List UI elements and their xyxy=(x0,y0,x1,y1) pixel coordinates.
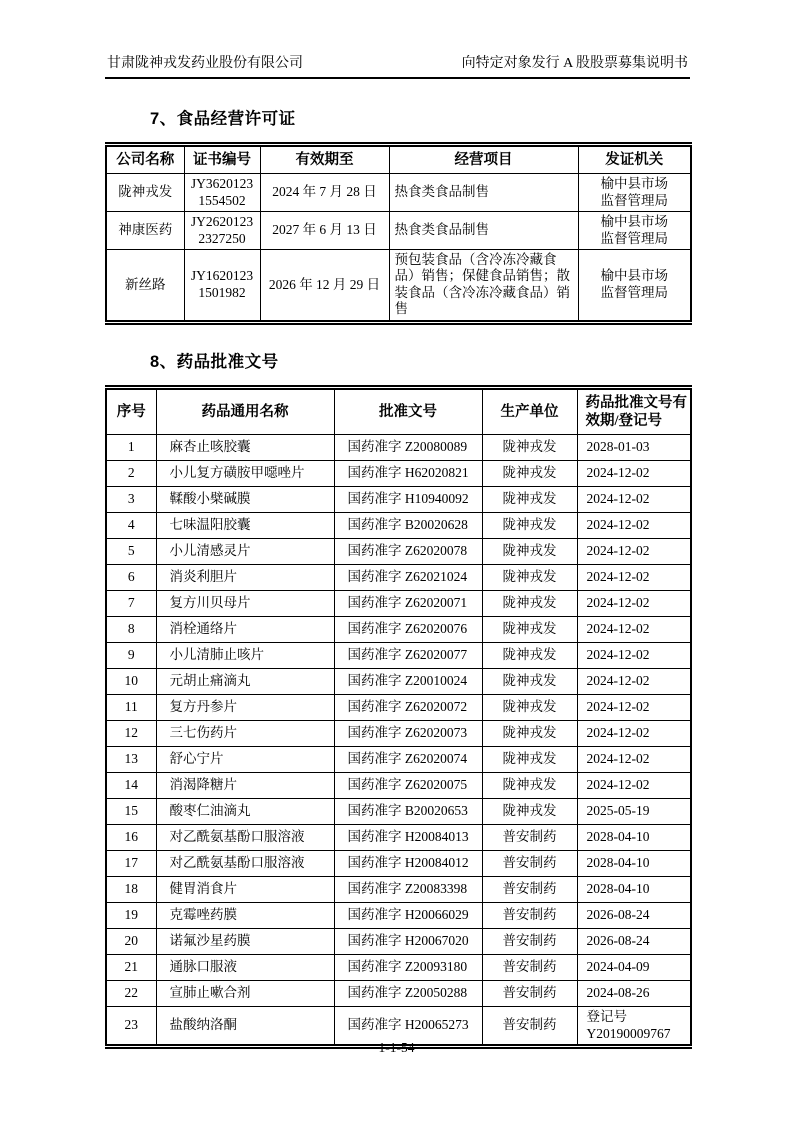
table-row xyxy=(106,747,691,773)
cell-name: 克霉唑药膜 xyxy=(156,903,334,929)
cell-expiry: 2024-12-02 xyxy=(577,565,691,591)
cell-expiry: 2028-04-10 xyxy=(577,851,691,877)
cell-no: 10 xyxy=(106,669,156,695)
cell-no: 2 xyxy=(106,461,156,487)
cell-name: 宣肺止嗽合剂 xyxy=(156,981,334,1007)
cell-name: 小儿清肺止咳片 xyxy=(156,643,334,669)
cell-approval: 国药准字 Z62020078 xyxy=(334,539,482,565)
cell-approval: 国药准字 Z62020072 xyxy=(334,695,482,721)
cell-company: 神康医药 xyxy=(106,212,184,250)
cell-approval: 国药准字 Z62021024 xyxy=(334,565,482,591)
header-row xyxy=(106,145,691,174)
table-row xyxy=(106,825,691,851)
cell-cert_no: JY16201231501982 xyxy=(184,250,260,323)
table-row xyxy=(106,799,691,825)
table-row xyxy=(106,565,691,591)
col-header-company: 公司名称 xyxy=(106,145,184,174)
cell-valid_until: 2026 年 12 月 29 日 xyxy=(260,250,389,323)
cell-producer: 普安制药 xyxy=(482,877,577,903)
cell-approval: 国药准字 H20065273 xyxy=(334,1007,482,1047)
page-content xyxy=(105,0,690,1049)
cell-name: 小儿复方磺胺甲噁唑片 xyxy=(156,461,334,487)
cell-no: 12 xyxy=(106,721,156,747)
drug-approval-table-body xyxy=(106,435,691,1047)
cell-approval: 国药准字 H20084012 xyxy=(334,851,482,877)
cell-valid_until: 2024 年 7 月 28 日 xyxy=(260,174,389,212)
cell-name: 对乙酰氨基酚口服溶液 xyxy=(156,825,334,851)
cell-no: 4 xyxy=(106,513,156,539)
table-row xyxy=(106,929,691,955)
cell-expiry: 2028-04-10 xyxy=(577,825,691,851)
table-row xyxy=(106,250,691,323)
cell-approval: 国药准字 B20020653 xyxy=(334,799,482,825)
cell-producer: 陇神戎发 xyxy=(482,695,577,721)
header-row xyxy=(106,387,691,434)
cell-no: 20 xyxy=(106,929,156,955)
cell-expiry: 2024-12-02 xyxy=(577,669,691,695)
cell-approval: 国药准字 Z20093180 xyxy=(334,955,482,981)
cell-name: 消栓通络片 xyxy=(156,617,334,643)
food-license-table xyxy=(105,142,692,325)
cell-producer: 陇神戎发 xyxy=(482,487,577,513)
cell-producer: 普安制药 xyxy=(482,903,577,929)
cell-approval: 国药准字 Z62020073 xyxy=(334,721,482,747)
cell-cert_no: JY36201231554502 xyxy=(184,174,260,212)
cell-producer: 陇神戎发 xyxy=(482,721,577,747)
cell-no: 8 xyxy=(106,617,156,643)
col-header-producer: 生产单位 xyxy=(482,387,577,434)
cell-producer: 普安制药 xyxy=(482,929,577,955)
cell-producer: 普安制药 xyxy=(482,981,577,1007)
cell-producer: 陇神戎发 xyxy=(482,513,577,539)
cell-company: 新丝路 xyxy=(106,250,184,323)
cell-no: 19 xyxy=(106,903,156,929)
cell-no: 15 xyxy=(106,799,156,825)
cell-name: 舒心宁片 xyxy=(156,747,334,773)
col-header-expiry: 药品批准文号有效期/登记号 xyxy=(577,387,691,434)
table-row xyxy=(106,461,691,487)
col-header-cert-no: 证书编号 xyxy=(184,145,260,174)
cell-expiry: 2024-12-02 xyxy=(577,539,691,565)
cell-name: 消炎利胆片 xyxy=(156,565,334,591)
cell-approval: 国药准字 Z62020074 xyxy=(334,747,482,773)
table-row xyxy=(106,617,691,643)
cell-expiry: 2024-04-09 xyxy=(577,955,691,981)
table-row xyxy=(106,591,691,617)
cell-issuer: 榆中县市场监督管理局 xyxy=(578,250,691,323)
cell-no: 13 xyxy=(106,747,156,773)
cell-approval: 国药准字 Z20050288 xyxy=(334,981,482,1007)
cell-producer: 陇神戎发 xyxy=(482,617,577,643)
cell-no: 5 xyxy=(106,539,156,565)
col-header-drug-name: 药品通用名称 xyxy=(156,387,334,434)
cell-name: 七味温阳胶囊 xyxy=(156,513,334,539)
table-row xyxy=(106,695,691,721)
col-header-approval-no: 批准文号 xyxy=(334,387,482,434)
table-row xyxy=(106,487,691,513)
cell-approval: 国药准字 H10940092 xyxy=(334,487,482,513)
cell-name: 复方川贝母片 xyxy=(156,591,334,617)
cell-expiry: 2024-12-02 xyxy=(577,461,691,487)
cell-expiry: 2024-12-02 xyxy=(577,591,691,617)
cell-name: 健胃消食片 xyxy=(156,877,334,903)
cell-expiry: 2024-12-02 xyxy=(577,695,691,721)
table-row xyxy=(106,903,691,929)
section-7-heading: 7、食品经营许可证 xyxy=(150,110,296,128)
cell-producer: 普安制药 xyxy=(482,851,577,877)
cell-expiry: 2025-05-19 xyxy=(577,799,691,825)
cell-approval: 国药准字 Z20080089 xyxy=(334,435,482,461)
cell-expiry: 2024-12-02 xyxy=(577,487,691,513)
cell-no: 21 xyxy=(106,955,156,981)
cell-scope: 热食类食品制售 xyxy=(389,174,578,212)
cell-name: 消渴降糖片 xyxy=(156,773,334,799)
table-row xyxy=(106,643,691,669)
col-header-no: 序号 xyxy=(106,387,156,434)
cell-expiry: 2024-12-02 xyxy=(577,513,691,539)
cell-approval: 国药准字 H62020821 xyxy=(334,461,482,487)
cell-producer: 陇神戎发 xyxy=(482,461,577,487)
cell-producer: 陇神戎发 xyxy=(482,435,577,461)
cell-no: 9 xyxy=(106,643,156,669)
table-row xyxy=(106,721,691,747)
cell-no: 23 xyxy=(106,1007,156,1047)
cell-valid_until: 2027 年 6 月 13 日 xyxy=(260,212,389,250)
table-row xyxy=(106,981,691,1007)
table-row xyxy=(106,877,691,903)
cell-scope: 预包装食品（含冷冻冷藏食品）销售；保健食品销售；散装食品（含冷冻冷藏食品）销售 xyxy=(389,250,578,323)
cell-no: 1 xyxy=(106,435,156,461)
cell-name: 小儿清感灵片 xyxy=(156,539,334,565)
cell-expiry: 2024-12-02 xyxy=(577,747,691,773)
cell-name: 麻杏止咳胶囊 xyxy=(156,435,334,461)
cell-approval: 国药准字 H20084013 xyxy=(334,825,482,851)
cell-cert_no: JY26201232327250 xyxy=(184,212,260,250)
cell-no: 16 xyxy=(106,825,156,851)
page-number: 1-1-54 xyxy=(378,1040,415,1055)
page-header xyxy=(105,52,690,79)
cell-producer: 陇神戎发 xyxy=(482,539,577,565)
cell-no: 11 xyxy=(106,695,156,721)
cell-expiry: 登记号 Y20190009767 xyxy=(577,1007,691,1047)
cell-producer: 普安制药 xyxy=(482,1007,577,1047)
cell-producer: 陇神戎发 xyxy=(482,565,577,591)
cell-approval: 国药准字 Z20010024 xyxy=(334,669,482,695)
cell-expiry: 2024-08-26 xyxy=(577,981,691,1007)
cell-producer: 陇神戎发 xyxy=(482,747,577,773)
cell-name: 三七伤药片 xyxy=(156,721,334,747)
cell-producer: 陇神戎发 xyxy=(482,669,577,695)
cell-expiry: 2024-12-02 xyxy=(577,721,691,747)
cell-producer: 普安制药 xyxy=(482,955,577,981)
drug-approval-table-head xyxy=(106,387,691,434)
cell-name: 鞣酸小檗碱膜 xyxy=(156,487,334,513)
cell-producer: 陇神戎发 xyxy=(482,643,577,669)
header-company-name: 甘肃陇神戎发药业股份有限公司 xyxy=(107,56,303,71)
cell-expiry: 2024-12-02 xyxy=(577,773,691,799)
cell-approval: 国药准字 Z62020077 xyxy=(334,643,482,669)
cell-scope: 热食类食品制售 xyxy=(389,212,578,250)
food-license-table-head xyxy=(106,145,691,174)
header-doc-title: 向特定对象发行 A 股股票募集说明书 xyxy=(461,56,688,71)
cell-expiry: 2026-08-24 xyxy=(577,929,691,955)
section-8-heading: 8、药品批准文号 xyxy=(150,352,279,371)
cell-approval: 国药准字 Z20083398 xyxy=(334,877,482,903)
table-row xyxy=(106,669,691,695)
cell-approval: 国药准字 H20067020 xyxy=(334,929,482,955)
cell-producer: 陇神戎发 xyxy=(482,773,577,799)
cell-no: 7 xyxy=(106,591,156,617)
cell-producer: 陇神戎发 xyxy=(482,799,577,825)
table-row xyxy=(106,539,691,565)
cell-no: 6 xyxy=(106,565,156,591)
cell-no: 22 xyxy=(106,981,156,1007)
cell-approval: 国药准字 Z62020071 xyxy=(334,591,482,617)
table-row xyxy=(106,174,691,212)
cell-approval: 国药准字 Z62020076 xyxy=(334,617,482,643)
table-row xyxy=(106,212,691,250)
cell-producer: 普安制药 xyxy=(482,825,577,851)
table-row xyxy=(106,773,691,799)
cell-name: 盐酸纳洛酮 xyxy=(156,1007,334,1047)
food-license-table-body xyxy=(106,174,691,323)
cell-name: 对乙酰氨基酚口服溶液 xyxy=(156,851,334,877)
cell-approval: 国药准字 H20066029 xyxy=(334,903,482,929)
cell-producer: 陇神戎发 xyxy=(482,591,577,617)
cell-expiry: 2028-01-03 xyxy=(577,435,691,461)
col-header-issuer: 发证机关 xyxy=(578,145,691,174)
cell-expiry: 2026-08-24 xyxy=(577,903,691,929)
table-row xyxy=(106,513,691,539)
table-row xyxy=(106,851,691,877)
cell-no: 14 xyxy=(106,773,156,799)
cell-approval: 国药准字 Z62020075 xyxy=(334,773,482,799)
col-header-valid-until: 有效期至 xyxy=(260,145,389,174)
col-header-scope: 经营项目 xyxy=(389,145,578,174)
cell-name: 诺氟沙星药膜 xyxy=(156,929,334,955)
cell-issuer: 榆中县市场监督管理局 xyxy=(578,174,691,212)
table-row xyxy=(106,435,691,461)
table-row xyxy=(106,955,691,981)
cell-expiry: 2024-12-02 xyxy=(577,617,691,643)
cell-expiry: 2024-12-02 xyxy=(577,643,691,669)
cell-company: 陇神戎发 xyxy=(106,174,184,212)
cell-name: 通脉口服液 xyxy=(156,955,334,981)
cell-name: 复方丹参片 xyxy=(156,695,334,721)
cell-no: 3 xyxy=(106,487,156,513)
cell-name: 酸枣仁油滴丸 xyxy=(156,799,334,825)
cell-no: 18 xyxy=(106,877,156,903)
drug-approval-table xyxy=(105,385,692,1049)
cell-expiry: 2028-04-10 xyxy=(577,877,691,903)
cell-name: 元胡止痛滴丸 xyxy=(156,669,334,695)
cell-issuer: 榆中县市场监督管理局 xyxy=(578,212,691,250)
cell-no: 17 xyxy=(106,851,156,877)
cell-approval: 国药准字 B20020628 xyxy=(334,513,482,539)
